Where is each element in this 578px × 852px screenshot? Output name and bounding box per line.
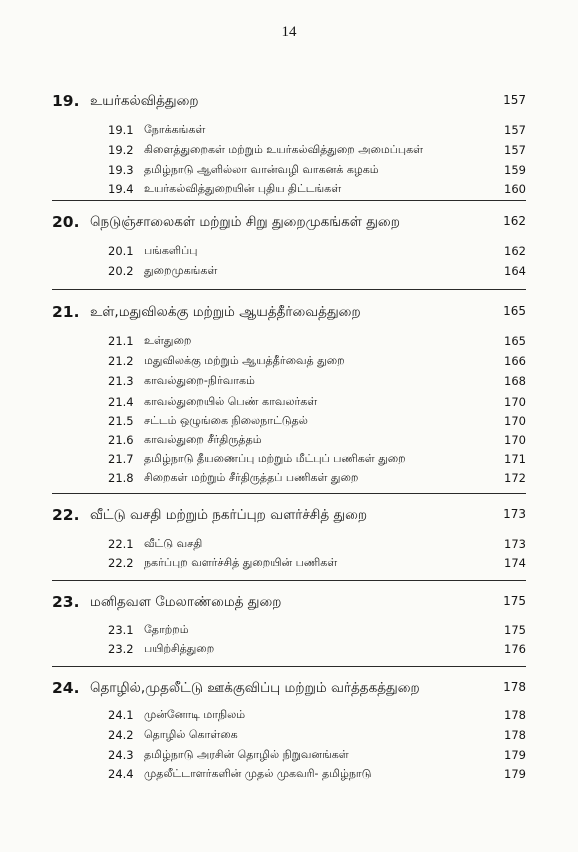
section-number: 21.1: [108, 334, 134, 348]
section-entry[interactable]: [108, 395, 526, 415]
section-entry[interactable]: [108, 471, 526, 491]
section-number: 23.1: [108, 623, 134, 637]
chapter-divider: [52, 289, 526, 290]
chapter-divider: [52, 580, 526, 581]
section-entry[interactable]: [108, 244, 526, 264]
section-number: 21.2: [108, 354, 134, 368]
section-page-number: 171: [504, 452, 526, 466]
section-number: 22.1: [108, 537, 134, 551]
chapter-number: 23.: [52, 593, 80, 611]
section-page-number: 165: [504, 334, 526, 348]
section-entry[interactable]: [108, 334, 526, 354]
section-number: 19.1: [108, 123, 134, 137]
chapter-entry[interactable]: [52, 593, 526, 617]
section-title: சட்டம் ஒழுங்கை நிலைநாட்டுதல்: [144, 414, 308, 427]
section-page-number: 162: [504, 244, 526, 258]
section-page-number: 178: [504, 708, 526, 722]
section-page-number: 174: [504, 556, 526, 570]
section-number: 21.6: [108, 433, 134, 447]
section-title: கிளைத்துறைகள் மற்றும் உயர்கல்வித்துறை அமைப்புகள்: [144, 143, 424, 156]
section-entry[interactable]: [108, 163, 526, 183]
section-page-number: 160: [504, 182, 526, 196]
section-title: தொழில் கொள்கை: [144, 728, 238, 741]
section-number: 21.5: [108, 414, 134, 428]
section-title: நோக்கங்கள்: [144, 123, 206, 136]
section-number: 24.2: [108, 728, 134, 742]
section-page-number: 176: [504, 642, 526, 656]
section-number: 22.2: [108, 556, 134, 570]
section-entry[interactable]: [108, 708, 526, 728]
chapter-title: மனிதவள மேலாண்மைத் துறை: [90, 594, 282, 610]
section-number: 23.2: [108, 642, 134, 656]
section-number: 24.3: [108, 748, 134, 762]
section-page-number: 159: [504, 163, 526, 177]
section-title: தமிழ்நாடு அரசின் தொழில் நிறுவனங்கள்: [144, 748, 349, 761]
chapter-divider: [52, 200, 526, 201]
section-page-number: 157: [504, 143, 526, 157]
section-number: 21.4: [108, 395, 134, 409]
section-title: நகர்ப்புற வளர்ச்சித் துறையின் பணிகள்: [144, 556, 338, 569]
section-title: காவல்துறையில் பெண் காவலர்கள்: [144, 395, 318, 408]
section-number: 20.2: [108, 264, 134, 278]
chapter-divider: [52, 666, 526, 667]
chapter-page-number: 157: [503, 93, 526, 107]
section-page-number: 166: [504, 354, 526, 368]
section-page-number: 175: [504, 623, 526, 637]
section-entry[interactable]: [108, 623, 526, 643]
section-entry[interactable]: [108, 182, 526, 202]
chapter-number: 20.: [52, 213, 80, 231]
chapter-page-number: 178: [503, 680, 526, 694]
chapter-entry[interactable]: [52, 92, 526, 116]
chapter-entry[interactable]: [52, 506, 526, 530]
section-number: 19.3: [108, 163, 134, 177]
chapter-number: 22.: [52, 506, 80, 524]
section-entry[interactable]: [108, 537, 526, 557]
section-entry[interactable]: [108, 354, 526, 374]
chapter-title: வீட்டு வசதி மற்றும் நகர்ப்புற வளர்ச்சித் துறை: [90, 507, 368, 523]
section-number: 21.7: [108, 452, 134, 466]
section-title: காவல்துறை-நிர்வாகம்: [144, 374, 255, 387]
chapter-title: தொழில்,முதலீட்டு ஊக்குவிப்பு மற்றும் வர்த்தகத்துறை: [90, 680, 420, 696]
chapter-divider: [52, 493, 526, 494]
page-number: 14: [281, 24, 297, 40]
section-entry[interactable]: [108, 374, 526, 394]
chapter-number: 19.: [52, 92, 80, 110]
section-page-number: 164: [504, 264, 526, 278]
section-entry[interactable]: [108, 748, 526, 768]
chapter-page-number: 162: [503, 214, 526, 228]
chapter-page-number: 165: [503, 304, 526, 318]
chapter-entry[interactable]: [52, 303, 526, 327]
section-title: முதலீட்டாளர்களின் முதல் முகவரி- தமிழ்நாடு: [144, 767, 372, 780]
section-number: 19.2: [108, 143, 134, 157]
chapter-entry[interactable]: [52, 679, 526, 703]
chapter-title: உயர்கல்வித்துறை: [90, 93, 199, 109]
chapter-number: 21.: [52, 303, 80, 321]
section-entry[interactable]: [108, 433, 526, 453]
section-page-number: 173: [504, 537, 526, 551]
chapter-entry[interactable]: [52, 213, 526, 237]
section-page-number: 170: [504, 433, 526, 447]
section-page-number: 179: [504, 748, 526, 762]
chapter-number: 24.: [52, 679, 80, 697]
section-title: தோற்றம்: [144, 623, 189, 636]
section-entry[interactable]: [108, 414, 526, 434]
section-entry[interactable]: [108, 556, 526, 576]
section-title: தமிழ்நாடு ஆளில்லா வான்வழி வாகனக் கழகம்: [144, 163, 379, 176]
section-page-number: 170: [504, 395, 526, 409]
section-title: உயர்கல்வித்துறையின் புதிய திட்டங்கள்: [144, 182, 342, 195]
section-entry[interactable]: [108, 452, 526, 472]
section-title: தமிழ்நாடு தீயணைப்பு மற்றும் மீட்புப் பணிகள் துறை: [144, 452, 406, 465]
section-title: பயிற்சித்துறை: [144, 642, 215, 655]
chapter-page-number: 173: [503, 507, 526, 521]
section-number: 20.1: [108, 244, 134, 258]
section-page-number: 170: [504, 414, 526, 428]
section-number: 24.4: [108, 767, 134, 781]
section-number: 19.4: [108, 182, 134, 196]
chapter-title: உள்,மதுவிலக்கு மற்றும் ஆயத்தீர்வைத்துறை: [90, 304, 361, 320]
section-entry[interactable]: [108, 767, 526, 787]
section-page-number: 172: [504, 471, 526, 485]
section-title: முன்னோடி மாநிலம்: [144, 708, 246, 721]
chapter-page-number: 175: [503, 594, 526, 608]
section-entry[interactable]: [108, 143, 526, 163]
section-entry[interactable]: [108, 728, 526, 748]
section-number: 21.3: [108, 374, 134, 388]
section-page-number: 168: [504, 374, 526, 388]
section-number: 21.8: [108, 471, 134, 485]
chapter-title: நெடுஞ்சாலைகள் மற்றும் சிறு துறைமுகங்கள் துறை: [90, 214, 400, 230]
section-title: மதுவிலக்கு மற்றும் ஆயத்தீர்வைத் துறை: [144, 354, 345, 367]
section-entry[interactable]: [108, 123, 526, 143]
section-entry[interactable]: [108, 642, 526, 662]
section-title: வீட்டு வசதி: [144, 537, 203, 550]
section-title: பங்களிப்பு: [144, 244, 198, 257]
section-entry[interactable]: [108, 264, 526, 284]
section-title: காவல்துறை சீர்திருத்தம்: [144, 433, 262, 446]
section-number: 24.1: [108, 708, 134, 722]
section-page-number: 157: [504, 123, 526, 137]
section-page-number: 179: [504, 767, 526, 781]
section-page-number: 178: [504, 728, 526, 742]
section-title: சிறைகள் மற்றும் சீர்திருத்தப் பணிகள் துறை: [144, 471, 359, 484]
section-title: உள்துறை: [144, 334, 192, 347]
section-title: துறைமுகங்கள்: [144, 264, 218, 277]
